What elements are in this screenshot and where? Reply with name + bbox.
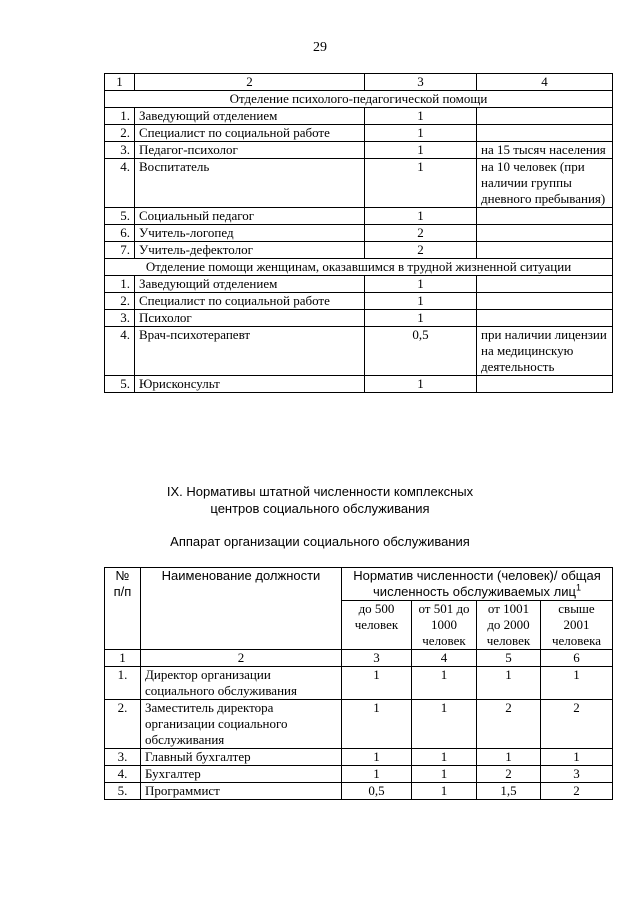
norm-value: 1 <box>342 667 412 700</box>
staff-count: 1 <box>365 376 477 393</box>
row-number: 6. <box>105 225 135 242</box>
index-cell: 5 <box>477 650 541 667</box>
row-number: 7. <box>105 242 135 259</box>
norm-value: 2 <box>477 766 541 783</box>
position-name: Социальный педагог <box>135 208 365 225</box>
row-number: 3. <box>105 142 135 159</box>
row-number: 4. <box>105 766 141 783</box>
position-name: Врач-психотерапевт <box>135 327 365 376</box>
subheader-cell: свыше 2001 человека <box>541 601 613 650</box>
row-number: 2. <box>105 125 135 142</box>
position-name: Специалист по социальной работе <box>135 125 365 142</box>
row-number: 3. <box>105 310 135 327</box>
table-row <box>105 208 613 225</box>
section-title-row <box>105 259 613 276</box>
staff-count: 1 <box>365 125 477 142</box>
norm-value: 3 <box>541 766 613 783</box>
staff-count: 1 <box>365 108 477 125</box>
staff-count: 1 <box>365 142 477 159</box>
staff-count: 0,5 <box>365 327 477 376</box>
section-title: Отделение психолого-педагогической помощи <box>105 91 613 108</box>
table-index-row <box>105 650 613 667</box>
row-number: 5. <box>105 783 141 800</box>
row-number: 2. <box>105 293 135 310</box>
note <box>477 125 613 142</box>
note <box>477 376 613 393</box>
norm-value: 1 <box>412 749 477 766</box>
section-title: Отделение помощи женщинам, оказавшимся в трудной жизненной ситуации <box>105 259 613 276</box>
subheader-cell: от 501 до 1000 человек <box>412 601 477 650</box>
norm-value: 1 <box>541 749 613 766</box>
header-cell: 3 <box>365 74 477 91</box>
norm-value: 2 <box>541 700 613 749</box>
table-row <box>105 667 613 700</box>
table-row <box>105 276 613 293</box>
row-number: 3. <box>105 749 141 766</box>
row-number: 4. <box>105 327 135 376</box>
index-cell: 6 <box>541 650 613 667</box>
header-position: Наименование должности <box>141 568 342 650</box>
table-row <box>105 159 613 208</box>
table-header-row <box>105 74 613 91</box>
norm-value: 1 <box>541 667 613 700</box>
norm-value: 1 <box>342 749 412 766</box>
row-number: 2. <box>105 700 141 749</box>
position-name: Заведующий отделением <box>135 276 365 293</box>
row-number: 1. <box>105 276 135 293</box>
section-title-row <box>105 91 613 108</box>
note <box>477 310 613 327</box>
header-num: № п/п <box>105 568 141 650</box>
staff-count: 2 <box>365 225 477 242</box>
norm-value: 1,5 <box>477 783 541 800</box>
staff-count: 1 <box>365 159 477 208</box>
norm-value: 0,5 <box>342 783 412 800</box>
note <box>477 225 613 242</box>
table-row <box>105 376 613 393</box>
footnote-marker: 1 <box>575 582 581 593</box>
section-heading-ix-line1: IX. Нормативы штатной численности комплексных <box>166 484 474 499</box>
table-row <box>105 125 613 142</box>
staffing-table-departments <box>104 73 613 393</box>
position-name: Юрисконсульт <box>135 376 365 393</box>
norm-value: 1 <box>342 700 412 749</box>
note: на 15 тысяч населения <box>477 142 613 159</box>
row-number: 4. <box>105 159 135 208</box>
apparatus-body <box>105 667 613 800</box>
table-row <box>105 700 613 749</box>
table-row <box>105 293 613 310</box>
position-name: Психолог <box>135 310 365 327</box>
position-name: Специалист по социальной работе <box>135 293 365 310</box>
staff-count: 1 <box>365 293 477 310</box>
index-cell: 3 <box>342 650 412 667</box>
index-cell: 2 <box>141 650 342 667</box>
staff-count: 1 <box>365 276 477 293</box>
position-name: Бухгалтер <box>141 766 342 783</box>
note: на 10 человек (при наличии группы дневного пребывания) <box>477 159 613 208</box>
section2-body <box>105 276 613 393</box>
header-norm <box>342 568 613 601</box>
norm-value: 1 <box>477 749 541 766</box>
table-row <box>105 225 613 242</box>
position-name: Заведующий отделением <box>135 108 365 125</box>
note: при наличии лицензии на медицинскую деятельность <box>477 327 613 376</box>
subsection-heading: Аппарат организации социального обслуживания <box>170 534 470 549</box>
staff-count: 1 <box>365 310 477 327</box>
note <box>477 276 613 293</box>
row-number: 1. <box>105 667 141 700</box>
header-cell: 1 <box>105 74 135 91</box>
row-number: 5. <box>105 208 135 225</box>
note <box>477 293 613 310</box>
position-name: Заместитель директора организации социального обслуживания <box>141 700 342 749</box>
norm-value: 1 <box>412 783 477 800</box>
position-name: Программист <box>141 783 342 800</box>
header-cell: 2 <box>135 74 365 91</box>
table-row <box>105 108 613 125</box>
header-cell: 4 <box>477 74 613 91</box>
section-heading-ix-line2: центров социального обслуживания <box>210 501 430 516</box>
position-name: Педагог-психолог <box>135 142 365 159</box>
position-name: Учитель-логопед <box>135 225 365 242</box>
norm-value: 1 <box>342 766 412 783</box>
staff-count: 2 <box>365 242 477 259</box>
staffing-table-apparatus <box>104 567 613 800</box>
table-row <box>105 310 613 327</box>
subheader-cell: до 500 человек <box>342 601 412 650</box>
norm-value: 2 <box>541 783 613 800</box>
position-name: Учитель-дефектолог <box>135 242 365 259</box>
norm-value: 1 <box>412 766 477 783</box>
note <box>477 108 613 125</box>
norm-value: 1 <box>412 700 477 749</box>
position-name: Главный бухгалтер <box>141 749 342 766</box>
table-row <box>105 749 613 766</box>
header-norm-text: Норматив численности (человек)/ общая численность обслуживаемых лиц <box>353 568 601 599</box>
index-cell: 1 <box>105 650 141 667</box>
row-number: 1. <box>105 108 135 125</box>
norm-value: 1 <box>477 667 541 700</box>
staff-count: 1 <box>365 208 477 225</box>
subheader-cell: от 1001 до 2000 человек <box>477 601 541 650</box>
table-header-row <box>105 568 613 601</box>
index-cell: 4 <box>412 650 477 667</box>
table-row <box>105 142 613 159</box>
page-number: 29 <box>313 40 327 55</box>
norm-value: 1 <box>412 667 477 700</box>
position-name: Воспитатель <box>135 159 365 208</box>
table-row <box>105 766 613 783</box>
position-name: Директор организации социального обслуживания <box>141 667 342 700</box>
note <box>477 242 613 259</box>
table-row <box>105 242 613 259</box>
section1-body <box>105 108 613 259</box>
table-row <box>105 327 613 376</box>
table-row <box>105 783 613 800</box>
note <box>477 208 613 225</box>
row-number: 5. <box>105 376 135 393</box>
norm-value: 2 <box>477 700 541 749</box>
